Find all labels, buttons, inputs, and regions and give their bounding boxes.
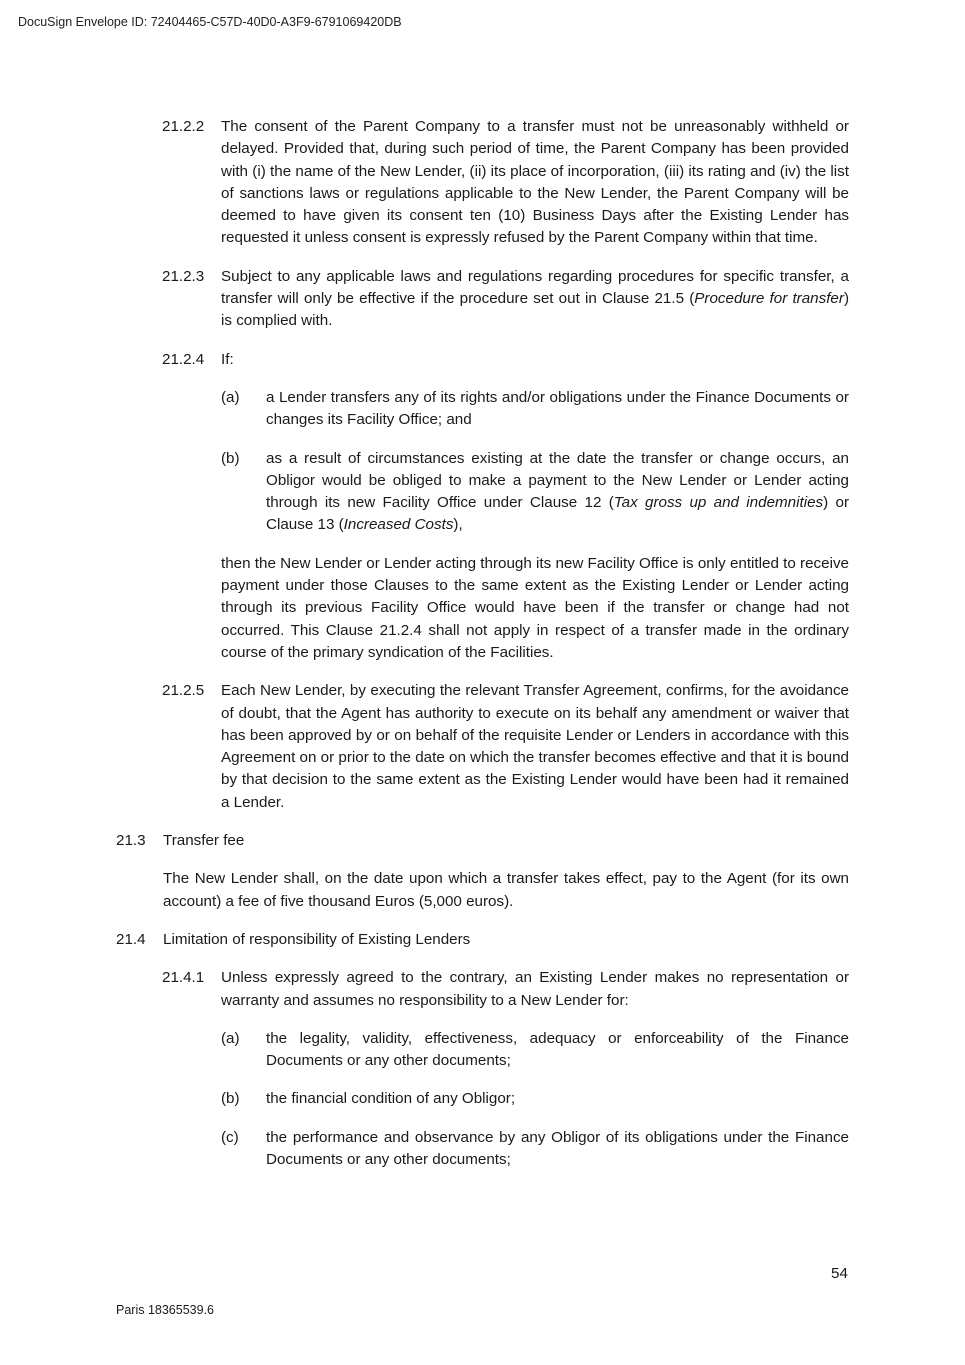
- clause-number: 21.2.5: [162, 682, 205, 700]
- sub-item-label: (b): [221, 1090, 240, 1108]
- clause-21-3-body: [0, 868, 849, 913]
- sub-item-text-part: ),: [453, 516, 463, 534]
- clause-number: 21.2.4: [162, 350, 205, 368]
- clause-21-2-4-a: [0, 387, 849, 432]
- clause-number: 21.4.1: [162, 969, 205, 987]
- sub-item-text: [266, 448, 849, 537]
- clause-heading: Transfer fee: [163, 832, 245, 850]
- sub-item-text: the legality, validity, effectiveness, adequacy or enforceability of the Finance Documents or any other documents;: [266, 1029, 849, 1070]
- document-reference: Paris 18365539.6: [116, 1303, 214, 1317]
- sub-item-text-part: as a result of circumstances existing at the date the transfer or change occurs, an Obligor would be obliged to make a payment to the New Lender or Lender acting through its new Facility Office under Clause 12 (: [266, 449, 849, 512]
- sub-item-label: (a): [221, 388, 240, 406]
- clause-21-2-3: [0, 266, 849, 333]
- clause-text-part: Subject to any applicable laws and regulations regarding procedures for specific transfer, a transfer will only be effective if the procedure set out in Clause 21.5 (: [221, 267, 849, 308]
- clause-21-3-heading: [0, 830, 849, 852]
- clause-21-2-5: [0, 680, 849, 814]
- clause-reference-italic: Procedure for transfer: [694, 290, 844, 308]
- clause-text: The New Lender shall, on the date upon which a transfer takes effect, pay to the Agent (for its own account) a fee of five thousand Euros (5,000 euros).: [163, 870, 849, 910]
- continuation-text: then the New Lender or Lender acting through its new Facility Office is only entitled to receive payment under those Clauses to the same extent as the Existing Lender or Lender acting through its previous Facility Office would have been if the transfer or change had not occurred. This Clause 21.2.4 shall not apply in respect of a transfer made in the ordinary course of the primary syndication of the Facilities.: [221, 554, 849, 661]
- page-number: 54: [831, 1265, 848, 1282]
- sub-item-text: the performance and observance by any Obligor of its obligations under the Finance Documents or any other documents;: [266, 1128, 849, 1168]
- clause-21-4-1-c: [0, 1127, 849, 1172]
- clause-21-4-1-a: [0, 1028, 849, 1073]
- clause-21-2-2: [0, 116, 849, 250]
- clause-reference-italic: Tax gross up and indemnities: [613, 494, 824, 512]
- sub-item-label: (a): [221, 1029, 240, 1047]
- clause-text-part: ) is complied with.: [221, 290, 849, 330]
- clause-heading: Limitation of responsibility of Existing Lenders: [163, 930, 471, 948]
- clause-number: 21.2.3: [162, 267, 205, 285]
- clause-21-2-4: [0, 349, 849, 371]
- clause-text: Each New Lender, by executing the relevant Transfer Agreement, confirms, for the avoidance of doubt, that the Agent has authority to execute on its behalf any amendment or waiver that has been approved by or on behalf of the requisite Lender or Lenders in accordance with this Agreement on or prior to the date on which the transfer becomes effective and that it is bound by that decision to the same extent as the Existing Lender would have been had it remained a Lender.: [221, 682, 849, 811]
- clause-text: If:: [221, 350, 234, 368]
- clause-21-4-1: [0, 967, 849, 1012]
- sub-item-label: (c): [221, 1128, 239, 1146]
- sub-item-text: a Lender transfers any of its rights and/or obligations under the Finance Documents or changes its Facility Office; and: [266, 388, 849, 429]
- sub-item-text: the financial condition of any Obligor;: [266, 1090, 516, 1108]
- clause-text: [221, 266, 849, 333]
- clause-number: 21.4: [116, 930, 146, 948]
- clause-text: Unless expressly agreed to the contrary, an Existing Lender makes no representation or warranty and assumes no responsibility to a New Lender for:: [221, 969, 849, 1009]
- clause-reference-italic: Increased Costs: [343, 516, 454, 534]
- clause-number: 21.3: [116, 832, 146, 850]
- sub-item-label: (b): [221, 449, 240, 467]
- clause-21-4-heading: [0, 929, 849, 951]
- clause-21-4-1-b: [0, 1088, 849, 1110]
- clause-21-2-4-b: [0, 448, 849, 537]
- sub-item-text-part: ) or Clause 13 (: [266, 494, 849, 534]
- document-body: [0, 116, 965, 1187]
- clause-text: The consent of the Parent Company to a transfer must not be unreasonably withheld or delayed. Provided that, during such period of time, the Parent Company has been provided with (i) the name of the New Lender, (ii) its place of incorporation, (iii) its rating and (iv) the list of sanctions laws or regulations applicable to the New Lender, the Parent Company will be deemed to have given its consent ten (10) Business Days after the Existing Lender has requested it unless consent is expressly refused by the Parent Company within that time.: [221, 118, 849, 247]
- clause-number: 21.2.2: [162, 118, 205, 135]
- docusign-envelope-id: DocuSign Envelope ID: 72404465-C57D-40D0-A3F9-6791069420DB: [18, 15, 402, 29]
- clause-21-2-4-continuation: [0, 553, 849, 664]
